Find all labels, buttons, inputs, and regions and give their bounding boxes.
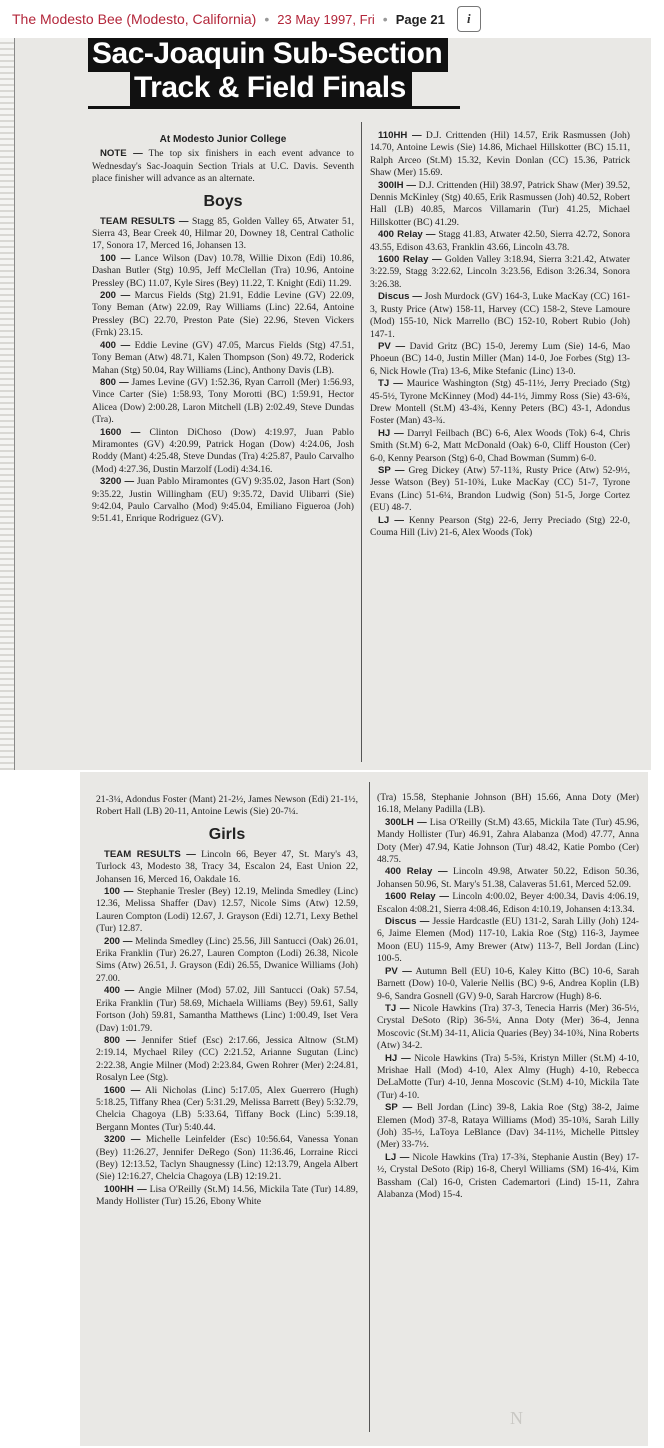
event-results: Josh Murdock (GV) 164-3, Luke MacKay (CC) 161-3, Rusty Price (Atw) 158-11, Harvey (CC) 158-2, Steve Lamoure (Mod) 155-10, Nick Marrello (BC) 152-10, Robert Rubio (Joh) 147-1. xyxy=(370,291,630,340)
event-label: LJ — xyxy=(378,514,404,526)
result-paragraph xyxy=(96,1184,358,1209)
result-paragraph xyxy=(96,849,358,886)
event-results: D.J. Crittenden (Hil) 14.57, Erik Rasmussen (Joh) 14.70, Antoine Lewis (Sie) 14.86, Michael Hillskotter (BC) 15.11, Ralph Arceo (St.M) 15.32, Kevin Donlan (CC) 15.36, Patrick Shaw (Mer) 15.69. xyxy=(370,130,630,179)
page-number[interactable]: Page 21 xyxy=(395,11,445,27)
page-gutter xyxy=(0,38,15,770)
result-paragraph xyxy=(92,377,354,427)
event-label: 200 — xyxy=(104,935,133,947)
event-results: Lincoln 49.98, Atwater 50.22, Edison 50.36, Johansen 50.96, St. Mary's 51.38, Calaveras 51.61, Merced 52.09. xyxy=(377,866,639,890)
result-paragraph xyxy=(92,290,354,340)
result-paragraph xyxy=(96,985,358,1035)
event-label: SP — xyxy=(378,464,405,476)
note-paragraph xyxy=(92,148,354,185)
headline-rule xyxy=(88,106,460,109)
girls-results-1 xyxy=(96,849,358,1209)
watermark: N xyxy=(510,1408,523,1428)
event-label: 100HH — xyxy=(104,1183,147,1195)
event-results: Nicole Hawkins (Tra) 5-5¾, Kristyn Miller (St.M) 4-10, Mrishae Hall (Mod) 4-10, Alex Almy (Hugh) 4-10, Rebecca DeLaMotte (Tur) 4-10, Jenna Moscovic (St.M) 4-10, Mickila Tate (Tur) 4-10. xyxy=(377,1052,639,1101)
event-label: 300IH — xyxy=(378,179,417,191)
result-paragraph xyxy=(377,966,639,1003)
result-paragraph xyxy=(377,866,639,891)
result-paragraph xyxy=(370,130,630,180)
result-paragraph xyxy=(377,891,639,916)
result-paragraph xyxy=(377,1053,639,1103)
event-label: 200 — xyxy=(100,290,131,302)
event-label: 100 — xyxy=(104,886,134,898)
boys-heading: Boys xyxy=(203,192,243,210)
event-results: Lisa O'Reilly (St.M) 43.65, Mickila Tate (Tur) 45.96, Mandy Hollister (Tur) 46.91, Zahra Alabanza (Mod) 47.77, Anna Doty (Mer) 47.94, Katie Johnson (Tur) 48.42, Katie Pombo (Cer) 48.75. xyxy=(377,816,639,866)
event-results: James Levine (GV) 1:52.36, Ryan Carroll (Mer) 1:56.93, Vince Carter (Sie) 1:58.93, Tony Morotti (BC) 1:59.91, Hector Alicea (Dow) 2:00.28, Laron Mitchell (LB) 2:02.49, Steve Dundas (Tra). xyxy=(92,376,354,426)
separator-dot: • xyxy=(264,11,270,27)
event-results: David Gritz (BC) 15-0, Jeremy Lum (Sie) 14-6, Mao Phoeun (BC) 14-0, Justin Miller (Man) 14-0, Joe Forbes (Stg) 13-6, Nick Howle (Tra) 13-6, Mike Stefanic (Linc) 13-0. xyxy=(370,340,630,377)
result-paragraph xyxy=(370,341,630,378)
event-results: Lincoln 4:00.02, Beyer 4:00.34, Davis 4:06.19, Escalon 4:08.21, Sierra 4:08.46, Edison 4:10.19, Johansen 4:13.34. xyxy=(377,891,639,915)
event-results: Stephanie Tresler (Bey) 12.19, Melinda Smedley (Linc) 12.36, Melissa Shaffer (Dav) 12.57, Nicole Sims (Atw) 12.59, Lauren Compton (Lodi) 12.67, J. Grayson (Edi) 12.71, Lexy Bethel (Tur) 12.87. xyxy=(96,886,358,935)
event-label: 110HH — xyxy=(378,130,422,141)
newspaper-clipping-top xyxy=(0,38,651,770)
boys-results-1 xyxy=(92,216,354,526)
result-paragraph xyxy=(92,253,354,290)
event-label: 800 — xyxy=(100,376,129,388)
event-label: TJ — xyxy=(378,378,403,390)
event-results: Ali Nicholas (Linc) 5:17.05, Alex Guerrero (Hugh) 5:18.25, Tiffany Rhea (Cer) 5:31.29, Melissa Barrett (Bey) 5:32.79, Chelcia Chagoya (LB) 5:33.64, Tiffany Bock (Linc) 5:39.18, Bergann Montes (Tur) 5:40.44. xyxy=(96,1084,358,1133)
event-label: 400 Relay — xyxy=(378,229,436,241)
event-results: Jennifer Stief (Esc) 2:17.66, Jessica Altnow (St.M) 2:19.14, Mychael Riley (CC) 2:21.52, Arianne Sugutan (Linc) 2:22.38, Angie Milner (Mod) 2:23.84, Gwen Rohrer (Mer) 2:24.81, Rosalyn Lee (Stg). xyxy=(96,1034,358,1084)
info-icon[interactable]: i xyxy=(457,6,481,32)
event-label: PV — xyxy=(378,340,406,352)
result-paragraph xyxy=(370,291,630,341)
event-label: TJ — xyxy=(385,1002,410,1014)
event-results: Michelle Leinfelder (Esc) 10:56.64, Vanessa Yonan (Bey) 11:26.27, Jennifer DeRego (Son) 11:36.46, Lorraine Ricci (Bey) 12:13.52, Taclyn Shaugnessy (Linc) 12:13.79, Angela Albert (Sie) 12:16.27, Chelcia Chagoya (LB) 12:19.21. xyxy=(96,1134,358,1183)
event-label: 400 — xyxy=(104,985,135,997)
event-label: TEAM RESULTS — xyxy=(104,848,196,860)
note-text: The top six finishers in each event advance to Wednesday's Sac-Joaquin Section Trials at U.C. Davis. Seventh place finisher will advance as an alternate. xyxy=(92,148,354,185)
boys-results-2 xyxy=(370,130,630,539)
event-label: PV — xyxy=(385,965,412,977)
event-results: Kenny Pearson (Stg) 22-6, Jerry Preciado (Stg) 22-0, Couma Hill (Liv) 21-6, Alex Woods (Tok) xyxy=(370,514,630,538)
headline-line-1: Sac-Joaquin Sub-Section xyxy=(88,38,448,72)
separator-dot: • xyxy=(382,11,388,27)
column-divider xyxy=(361,122,362,762)
event-results: Autumn Bell (EU) 10-6, Kaley Kitto (BC) 10-6, Sarah Barnett (Dow) 10-0, Valerie Nellis (BC) 9-6, Andrea Koplin (LB) 9-6, Sandra Gosnell (GV) 9-0, Sarah Harcrow (Hugh) 8-6. xyxy=(377,965,640,1002)
event-label: 3200 — xyxy=(100,476,135,488)
result-paragraph xyxy=(370,229,630,254)
result-paragraph xyxy=(377,1152,639,1202)
event-results: Jessie Hardcastle (EU) 131-2, Sarah Lilly (Joh) 124-6, Jaime Elemen (Mod) 117-10, Lakia Roe (Stg) 116-3, Jaymee Moon (EU) 115-9, Amy Brewer (Atw) 113-7, Bell Jordan (Linc) 100-5. xyxy=(377,916,639,965)
event-results: Lance Wilson (Dav) 10.78, Willie Dixon (Edi) 10.86, Dashan Butler (Stg) 10.95, Jeff McClellan (Tra) 10.96, Antoine Pressley (BC) 11.07, Kyle Sires (Bey) 11.22, T. Knight (Edi) 11.29. xyxy=(92,252,354,289)
event-results: Stagg 41.83, Atwater 42.50, Sierra 42.72, Sonora 43.55, Edison 43.63, Franklin 43.66, Lincoln 43.78. xyxy=(370,229,630,253)
result-paragraph xyxy=(96,1134,358,1184)
result-paragraph xyxy=(370,428,630,465)
event-label: 100 — xyxy=(100,252,131,264)
event-results: D.J. Crittenden (Hil) 38.97, Patrick Shaw (Mer) 39.52, Dennis McKinley (Stg) 40.65, Erik Rasmussen (Joh) 40.52, Robert Hall (LB) 40.85, Marcos Villamarin (Tur) 41.25, Michael Hillskotter (BC) 41.29. xyxy=(370,179,630,228)
result-paragraph xyxy=(92,476,354,526)
column-divider xyxy=(369,782,370,1432)
result-paragraph xyxy=(370,465,630,515)
event-results: Darryl Feilbach (BC) 6-6, Alex Woods (Tok) 6-4, Chris Smith (St.M) 6-2, Matt McDonald (Oak) 6-0, Cliff Houston (Cer) 6-0, Kenny Pearson (Stg) 6-0, Chad Bowman (Summ) 6-0. xyxy=(370,427,630,464)
event-results: Golden Valley 3:18.94, Sierra 3:21.42, Atwater 3:22.59, Stagg 3:22.62, Lincoln 3:23.56, Edison 3:26.34, Sonora 3:26.38. xyxy=(370,254,631,290)
result-paragraph xyxy=(96,1085,358,1135)
result-paragraph xyxy=(377,916,639,966)
result-paragraph xyxy=(370,515,630,540)
event-label: HJ — xyxy=(378,427,404,439)
publication-date[interactable]: 23 May 1997, Fri xyxy=(277,11,375,27)
event-results: Nicole Hawkins (Tra) 37-3, Tenecia Harris (Mer) 36-5½, Crystal DeSoto (Rip) 36-5¼, Anna Doty (Mer) 36-4, Jenna Moscovic (St.M) 34-11, Alicia Quaries (Bey) 34-10¾, Nina Roberts (Atw) 34-2. xyxy=(377,1002,639,1052)
result-paragraph xyxy=(96,936,358,986)
event-label: 400 Relay — xyxy=(385,866,448,878)
meet-location: At Modesto Junior College xyxy=(159,134,287,145)
event-results: Angie Milner (Mod) 57.02, Jill Santucci (Oak) 57.54, Erika Franklin (Tur) 58.69, Michaela Williams (Bey) 59.61, Sally Fortson (Joh) 59.81, Samantha Matthews (Linc) 1:00.49, Iset Vera (Dav) 1:01.79. xyxy=(96,985,358,1034)
headline-line-2: Track & Field Finals xyxy=(130,72,412,106)
event-label: 3200 — xyxy=(104,1134,141,1146)
event-label: 400 — xyxy=(100,339,131,351)
event-results: Eddie Levine (GV) 47.05, Marcus Fields (Stg) 47.51, Tony Beman (Atw) 48.71, Kalen Thompson (Son) 49.72, Roderick Mahan (Stg) 50.04, Ray Williams (Linc), Anthony Davis (LB). xyxy=(92,339,354,376)
event-label: TEAM RESULTS — xyxy=(100,215,189,227)
result-paragraph xyxy=(92,427,354,477)
publication-link[interactable]: The Modesto Bee (Modesto, California) xyxy=(12,11,257,27)
newspaper-clipping-bottom xyxy=(80,772,648,1446)
event-results: Juan Pablo Miramontes (GV) 9:35.02, Jason Hart (Son) 9:35.22, Justin Willingham (EU) 9:35.72, David Ulibarri (Sie) 9:42.04, Paulo Carvalho (Mod) 9:45.04, Emiliano Figueroa (Joh) 9:51.41, Enrique Rodriguez (GV). xyxy=(92,476,354,525)
event-results: Lincoln 66, Beyer 47, St. Mary's 43, Turlock 43, Modesto 38, Tracy 34, Escalon 24, East Union 22, Johansen 16, Merced 16, Oakdale 16. xyxy=(96,848,358,885)
boys-column-2 xyxy=(370,130,630,539)
result-paragraph xyxy=(377,1102,639,1152)
event-results: Greg Dickey (Atw) 57-11¾, Rusty Price (Atw) 52-9½, Jesse Watson (Bey) 51-10¾, Luke MacKay (CC) 51-7, Tyrone Evans (Linc) 51-6¼, Brandon Ludwig (Son) 51-5, Jorge Cortez (EU) 48-7. xyxy=(370,464,631,514)
result-paragraph xyxy=(370,180,630,230)
girls-results-2 xyxy=(377,817,639,1202)
event-label: SP — xyxy=(385,1102,413,1114)
event-results: Melinda Smedley (Linc) 25.56, Jill Santucci (Oak) 26.01, Erika Franklin (Tur) 26.27, Lauren Compton (Lodi) 26.38, Nicole Sims (Atw) 26.51, J. Grayson (Edi) 26.55, Dwanice Williams (Joh) 27.00. xyxy=(96,935,358,984)
result-paragraph xyxy=(370,254,630,291)
event-label: 1600 Relay — xyxy=(378,254,442,266)
result-paragraph xyxy=(377,1003,639,1053)
event-results: Maurice Washington (Stg) 45-11½, Jerry Preciado (Stg) 45-5½, Tyrone McKinney (Mod) 44-1½, Jimmy Ross (Sie) 43-6¾, Drew Montell (St.M) 43-4¾, Kenny Peters (BC) 43-1, Adondus Foster (Man) 43-¾. xyxy=(370,378,630,427)
event-results: Clinton DiChoso (Dow) 4:19.97, Juan Pablo Miramontes (GV) 4:20.99, Patrick Hogan (Dow) 4:24.06, Josh Roddy (Mant) 4:25.48, Steve Dundas (Tra) 4:25.87, Paulo Carvalho (Mod) 4:27.36, Dustin Marzolf (Lodi) 4:34.16. xyxy=(92,426,354,475)
event-label: Discus — xyxy=(385,916,430,928)
result-paragraph xyxy=(377,817,639,867)
event-label: 800 — xyxy=(104,1034,136,1046)
event-label: LJ — xyxy=(385,1151,410,1163)
boys-column-1 xyxy=(92,134,354,526)
result-paragraph xyxy=(370,378,630,428)
result-paragraph xyxy=(92,216,354,253)
event-label: 1600 Relay — xyxy=(385,891,449,903)
event-results: Lisa O'Reilly (St.M) 14.56, Mickila Tate (Tur) 14.89, Mandy Hollister (Tur) 15.26, Ebony White xyxy=(96,1183,359,1208)
girls-column-2 xyxy=(377,792,639,1201)
result-paragraph xyxy=(96,886,358,936)
note-label: NOTE — xyxy=(100,148,143,160)
girls-column-1 xyxy=(96,794,358,1209)
event-label: 1600 — xyxy=(100,426,141,438)
event-results: Nicole Hawkins (Tra) 17-3¾, Stephanie Austin (Bey) 17-½, Crystal DeSoto (Rip) 16-8, Cheryl Williams (SM) 16-4¼, Kim Bassham (Cal) 16-0, Cristen Cademartori (Lind) 15-11, Zahra Alabanza (Mod) 15-4. xyxy=(377,1151,639,1200)
event-label: 300LH — xyxy=(385,816,427,828)
girls-heading: Girls xyxy=(208,825,246,843)
result-paragraph xyxy=(96,1035,358,1085)
100hh-continued: (Tra) 15.58, Stephanie Johnson (BH) 15.66, Anna Doty (Mer) 16.18, Melany Padilla (LB). xyxy=(377,792,639,816)
event-results: Marcus Fields (Stg) 21.91, Eddie Levine (GV) 22.09, Tony Beman (Atw) 22.09, Ray Williams (Linc) 22.64, Antoine Pressley (BC) 22.70, Preston Pate (Sie) 22.96, Steven Vickers (Frnk) 23.15. xyxy=(92,290,354,339)
event-label: 1600 — xyxy=(104,1084,141,1096)
result-paragraph xyxy=(92,340,354,377)
event-results: Stagg 85, Golden Valley 65, Atwater 51, Sierra 43, Bear Creek 40, Hilmar 20, Downey 18, Central Catholic 17, Sonora 17, Merced 16, Johansen 13. xyxy=(92,215,354,252)
event-label: Discus — xyxy=(378,291,422,303)
viewer-header xyxy=(0,0,664,38)
lj-continued: 21-3¼, Adondus Foster (Mant) 21-2½, James Newson (Edi) 21-1½, Robert Hall (LB) 20-11, Antoine Lewis (Sie) 20-7¼. xyxy=(96,794,358,818)
event-label: HJ — xyxy=(385,1052,411,1064)
event-results: Bell Jordan (Linc) 39-8, Lakia Roe (Stg) 38-2, Jaime Elemen (Mod) 37-8, Rataya Williams (Mod) 35-10¾, Sarah Lilly (Joh) 35-½, LaToya LeBlance (Dav) 34-11½, Michelle Pittsley (Mer) 33-7½. xyxy=(377,1102,639,1151)
